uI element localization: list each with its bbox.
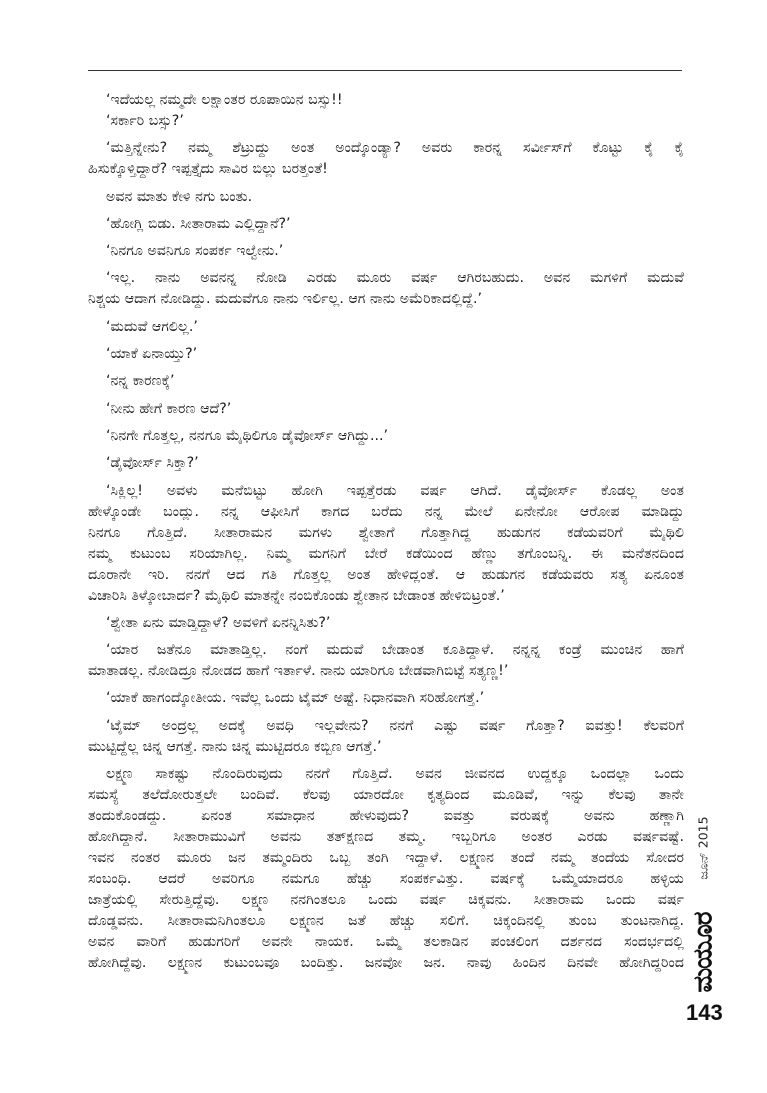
text-line: ಮುಟ್ಟಿದ್ದೆಲ್ಲ ಚಿನ್ನ ಆಗತ್ತೆ. ನಾನು ಚಿನ್ನ ಮುಟ್ಟಿದರೂ ಕಬ್ಬಿಣ ಆಗತ್ತೆ.’ <box>88 738 382 755</box>
magazine-logo-text: ಮಯೂರ <box>688 912 719 993</box>
text-line: ಲಕ್ಷ್ಮಣ ಸಾಕಷ್ಟು ನೊಂದಿರುವುದು ನನಗೆ ಗೊತ್ತಿದೆ. ಅವನ ಜೀವನದ ಉದ್ದಕ್ಕೂ ಒಂದಲ್ಲಾ ಒಂದು <box>106 766 684 783</box>
text-line: ತಂದುಕೊಂಡದ್ದು. ಏನಂತ ಸಮಾಧಾನ ಹೇಳುವುದು? ಐವತ್ತು ವರುಷಕ್ಕೆ ಅವನು ಹಣ್ಣಾಗಿ <box>88 808 684 825</box>
top-rule <box>88 70 682 71</box>
text-line: ನಿಶ್ಚಯ ಆದಾಗ ನೋಡಿದ್ದು. ಮದುವೆಗೂ ನಾನು ಇರ್ಲಿಲ್ಲ. ಆಗ ನಾನು ಅಮೆರಿಕಾದಲ್ಲಿದ್ದೆ.’ <box>88 291 482 308</box>
text-line: ಸಮಸ್ಯೆ ತಲೆದೋರುತ್ತಲೇ ಬಂದಿವೆ. ಕೆಲವು ಯಾರದೋ ಕೃತ್ಯದಿಂದ ಮೂಡಿವೆ, ಇನ್ನು ಕೆಲವು ತಾನೇ <box>88 787 684 804</box>
text-line: ಹೋಗಿದ್ದಾನೆ. ಸೀತಾರಾಮುವಿಗೆ ಅವನು ತತ್‌ಕ್ಷಣದ ತಮ್ಮ. ಇಬ್ಬರಿಗೂ ಅಂತರ ಎರಡು ವರ್ಷವಷ್ಟೆ. <box>88 829 684 846</box>
issue-date <box>689 800 719 895</box>
text-line: ‘ಹೋಗ್ಲಿ ಬಿಡು. ಸೀತಾರಾಮ ಎಲ್ಲಿದ್ದಾನೆ?’ <box>106 215 291 232</box>
text-line: ಹೋಗಿದ್ದೆವು. ಲಕ್ಷ್ಮಣನ ಕುಟುಂಬವೂ ಬಂದಿತ್ತು. ಜನವೋ ಜನ. ನಾವು ಹಿಂದಿನ ದಿನವೇ ಹೋಗಿದ್ದರಿಂದ <box>88 955 684 972</box>
text-line: ‘ಮತ್ತಿನ್ನೇನು? ನಮ್ಮ ಶೆಟ್ರುದ್ದು ಅಂತ ಅಂದ್ಕೊಂಡ್ಯಾ? ಅವರು ಕಾರನ್ನ ಸರ್ವೀಸ್‌ಗೆ ಕೊಟ್ಟು ಕೈ ಕೈ <box>106 140 684 157</box>
text-line: ಮಾತಾಡಲ್ಲ. ನೋಡಿದ್ರೂ ನೋಡದ ಹಾಗೆ ಇರ್ತಾಳೆ. ನಾನು ಯಾರಿಗೂ ಬೇಡವಾಗಿಬಿಟ್ಟೆ ಸತ್ಯಣ್ಣ!’ <box>88 663 509 680</box>
text-line: ಅವನ ಮಾತು ಕೇಳಿ ನಗು ಬಂತು. <box>106 188 253 205</box>
text-line: ‘ನಿನಗೇ ಗೊತ್ತಲ್ಲ, ನನಗೂ ಮೈಥಿಲಿಗೂ ಡೈವೋರ್ಸ್ ಆಗಿದ್ದು...’ <box>106 427 389 444</box>
text-line: ದೂರಾನೇ ಇರಿ. ನನಗೆ ಆದ ಗತಿ ಗೊತ್ತಲ್ಲ ಅಂತ ಹೇಳಿದ್ಲಂತೆ. ಆ ಹುಡುಗನ ಕಡೆಯವರು ಸತ್ಯ ಏನೂಂತ <box>88 566 684 583</box>
text-line: ದೊಡ್ಡವನು. ಸೀತಾರಾಮನಿಗಿಂತಲೂ ಲಕ್ಷ್ಮಣನ ಜತೆ ಹೆಚ್ಚು ಸಲಿಗೆ. ಚಿಕ್ಕಂದಿನಲ್ಲಿ ತುಂಬ ತುಂಟನಾಗಿದ್ದ. <box>88 913 684 930</box>
text-line: ಇವನ ನಂತರ ಮೂರು ಜನ ತಮ್ಮಂದಿರು ಒಬ್ಬ ತಂಗಿ ಇದ್ದಾಳೆ. ಲಕ್ಷ್ಮಣನ ತಂದೆ ನಮ್ಮ ತಂದೆಯ ಸೋದರ <box>88 850 684 867</box>
text-line: ಜಾತ್ರೆಯಲ್ಲಿ ಸೇರುತ್ತಿದ್ದೆವು. ಲಕ್ಷ್ಮಣ ನನಗಿಂತಲೂ ಒಂದು ವರ್ಷ ಚಿಕ್ಕವನು. ಸೀತಾರಾಮ ಒಂದು ವರ್ಷ <box>88 892 684 909</box>
text-line: ‘ಮದುವೆ ಆಗಲಿಲ್ಲ.’ <box>106 318 198 335</box>
text-line: ‘ಡೈವೋರ್ಸ್ ಸಿಕ್ತಾ?’ <box>106 455 199 472</box>
text-line: ನಮ್ಮ ಕುಟುಂಬ ಸರಿಯಾಗಿಲ್ಲ. ನಿಮ್ಮ ಮಗನಿಗೆ ಬೇರೆ ಕಡೆಯಿಂದ ಹೆಣ್ಣು ತಗೊಂಬನ್ನಿ. ಈ ಮನೆತನದಿಂದ <box>88 545 684 562</box>
issue-date-text: ಜೂನ್ 2015 <box>696 815 712 880</box>
text-line: ಹಿಸುಕ್ಕೊಳ್ತಿದ್ದಾರೆ? ಇಪ್ಪತ್ತೈದು ಸಾವಿರ ಬಿಲ್ಲು ಬರತ್ತಂತೆ! <box>88 161 328 178</box>
text-line: ‘ನಿನಗೂ ಅವನಿಗೂ ಸಂಪರ್ಕ ಇಲ್ವೇನು.’ <box>106 243 284 260</box>
text-line: ‘ಇದೆಯಲ್ಲ ನಮ್ಮದೇ ಲಕ್ಷಾಂತರ ರೂಪಾಯಿನ ಬಸ್ಸು!! <box>106 92 343 108</box>
text-line: ‘ನೀನು ಹೇಗೆ ಕಾರಣ ಆದೆ?’ <box>106 400 232 417</box>
text-line: ವಿಚಾರಿಸಿ ತಿಳ್ಕೋಬಾರ್ದ? ಮೈಥಿಲಿ ಮಾತನ್ನೇ ನಂಬಿಕೊಂಡು ಶ್ವೇತಾನ ಬೇಡಾಂತ ಹೇಳಿಬಿಟ್ರಂತೆ.’ <box>88 587 505 604</box>
text-line: ‘ನನ್ನ ಕಾರಣಕ್ಕೆ’ <box>106 373 175 390</box>
text-line: ‘ಟೈಮ್ ಅಂದ್ರಲ್ಲ ಅದಕ್ಕೆ ಅವಧಿ ಇಲ್ಲವೇನು? ನನಗೆ ಎಷ್ಟು ವರ್ಷ ಗೊತ್ತಾ? ಐವತ್ತು! ಕೆಲವರಿಗೆ <box>106 717 684 734</box>
text-line: ‘ಶ್ವೇತಾ ಏನು ಮಾಡ್ತಿದ್ದಾಳೆ? ಅವಳಿಗೆ ಏನನ್ನಿಸಿತು?’ <box>106 614 331 631</box>
text-line: ‘ಯಾರ ಜತೆನೂ ಮಾತಾಡ್ತಿಲ್ಲ. ನಂಗೆ ಮದುವೆ ಬೇಡಾಂತ ಕೂತಿದ್ದಾಳೆ. ನನ್ನನ್ನ ಕಂಡ್ರೆ ಮುಂಚಿನ ಹಾಗೆ <box>106 642 684 659</box>
magazine-logo <box>689 905 719 1000</box>
text-line: ‘ಸರ್ಕಾರಿ ಬಸ್ಸು?’ <box>106 113 184 129</box>
text-line: ನಿನಗೂ ಗೊತ್ತಿದೆ. ಸೀತಾರಾಮನ ಮಗಳು ಶ್ವೇತಾಗೆ ಗೊತ್ತಾಗಿದ್ದ ಹುಡುಗನ ಕಡೆಯವರಿಗೆ ಮೈಥಿಲಿ <box>88 524 684 541</box>
text-line: ‘ಯಾಕೆ ಹಾಗಂದ್ಕೋತೀಯ. ಇವೆಲ್ಲ ಒಂದು ಟೈಮ್ ಅಷ್ಟೆ. ನಿಧಾನವಾಗಿ ಸರಿಹೋಗತ್ತೆ.’ <box>106 690 485 707</box>
text-line: ಅವನ ವಾರಿಗೆ ಹುಡುಗರಿಗೆ ಅವನೇ ನಾಯಕ. ಒಮ್ಮೆ ತಲಕಾಡಿನ ಪಂಚಲಿಂಗ ದರ್ಶನದ ಸಂದರ್ಭದಲ್ಲಿ <box>88 934 684 951</box>
text-line: ಹೇಳ್ಕೊಂಡೇ ಬಂದ್ಲು. ನನ್ನ ಆಫೀಸಿಗೆ ಕಾಗದ ಬರೆದು ನನ್ನ ಮೇಲೆ ಏನೇನೋ ಆರೋಪ ಮಾಡಿದ್ದು <box>88 503 684 520</box>
text-line: ‘ಇಲ್ಲ. ನಾನು ಅವನನ್ನ ನೋಡಿ ಎರಡು ಮೂರು ವರ್ಷ ಆಗಿರಬಹುದು. ಅವನ ಮಗಳಿಗೆ ಮದುವೆ <box>106 270 684 287</box>
text-line: ಸಂಬಂಧಿ. ಆದರೆ ಅವರಿಗೂ ನಮಗೂ ಹೆಚ್ಚು ಸಂಪರ್ಕವಿತ್ತು. ವರ್ಷಕ್ಕೆ ಒಮ್ಮೆಯಾದರೂ ಹಳ್ಳಿಯ <box>88 871 684 888</box>
article-body <box>88 90 684 974</box>
text-line: ‘ಸಿಕ್ಲಿಲ್ಲ! ಅವಳು ಮನೆಬಿಟ್ಟು ಹೋಗಿ ಇಪ್ಪತ್ತೆರಡು ವರ್ಷ ಆಗಿದೆ. ಡೈವೋರ್ಸ್ ಕೊಡಲ್ಲ ಅಂತ <box>106 482 684 499</box>
text-line: ‘ಯಾಕೆ ಏನಾಯ್ತು?’ <box>106 346 198 363</box>
page-number: 143 <box>686 1000 723 1025</box>
